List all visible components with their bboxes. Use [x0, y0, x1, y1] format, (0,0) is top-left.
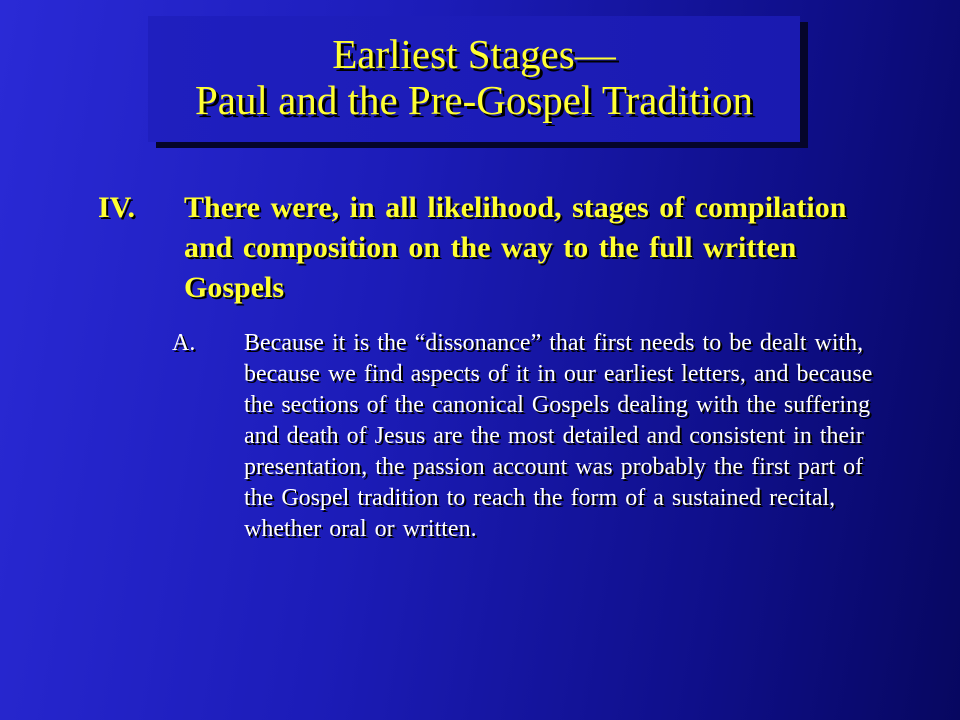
slide-title-line-1: Earliest Stages—: [332, 31, 616, 77]
sub-point-text: Because it is the “dissonance” that first needs to be dealt with, because we find aspects of it in our earliest letters, and because the sections of the canonical Gospels dealing with the suffering and death of Jesus are the most detailed and consistent in their presentation, the passion account was probably the first part of the Gospel tradition to reach the form of a sustained recital, whether oral or written.: [244, 330, 873, 542]
slide-title-line-2: Paul and the Pre-Gospel Tradition: [194, 77, 754, 123]
slide-title-box: [148, 16, 800, 142]
main-point-text: There were, in all likelihood, stages of compilation and composition on the way to the full written Gospels: [184, 191, 847, 304]
sub-point-letter: A.: [172, 330, 196, 356]
main-point-number: IV.: [98, 191, 135, 224]
